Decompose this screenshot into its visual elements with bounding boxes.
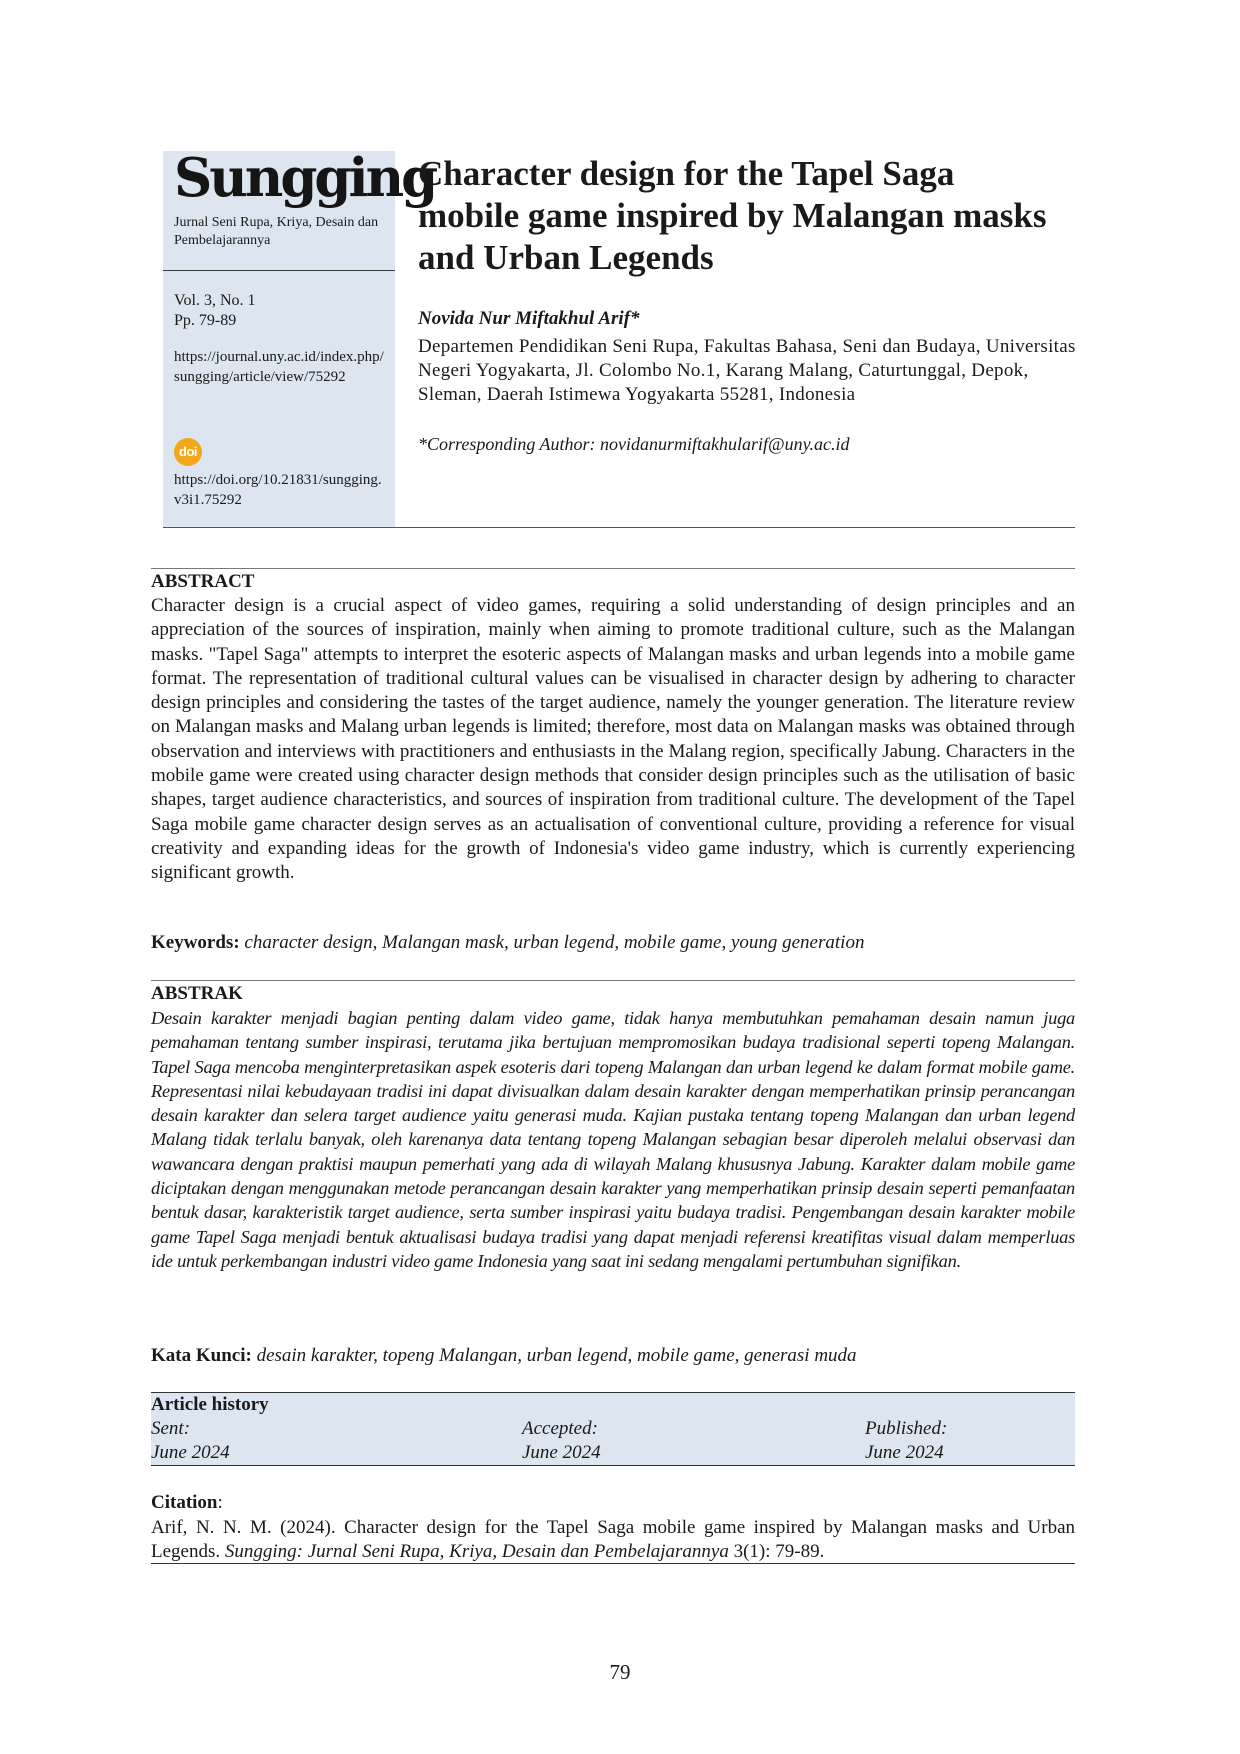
- citation-colon: :: [217, 1492, 223, 1513]
- abstrak-heading: ABSTRAK: [151, 983, 243, 1004]
- kata-kunci: [151, 1345, 857, 1367]
- citation-heading: [151, 1492, 223, 1514]
- doi-link[interactable]: https://doi.org/10.21831/sungging.v3i1.75292: [174, 472, 382, 508]
- citation-end: 3(1): 79-89.: [728, 1541, 825, 1563]
- doi-icon: doi: [174, 438, 202, 466]
- volume-info: Vol. 3, No. 1: [174, 292, 256, 309]
- citation-main: Arif, N. N. M. (2024). Character design for the Tapel Saga mobile game inspired by Malangan masks and Urban Legends.: [151, 1517, 1075, 1563]
- keywords: [151, 932, 864, 954]
- author-affiliation: Departemen Pendidikan Seni Rupa, Fakultas Bahasa, Seni dan Budaya, Universitas Negeri Yogyakarta, Jl. Colombo No.1, Karang Malang, Caturtunggal, Depok, Sleman, Daerah Istimewa Yogyakarta 55281, Indonesia: [418, 336, 1076, 405]
- citation-divider: [151, 1563, 1075, 1564]
- keywords-list: character design, Malangan mask, urban legend, mobile game, young generation: [244, 932, 865, 953]
- article-url-link[interactable]: https://journal.uny.ac.id/index.php/sungging/article/view/75292: [174, 349, 384, 385]
- citation-journal: Sungging: Jurnal Seni Rupa, Kriya, Desain dan Pembelajarannya: [224, 1541, 729, 1563]
- citation-text: [151, 1516, 1075, 1565]
- journal-logo: Sungging: [174, 147, 436, 209]
- sent-date: June 2024: [151, 1442, 230, 1463]
- keywords-label: Keywords:: [151, 932, 240, 953]
- article-history-heading: Article history: [151, 1394, 269, 1415]
- abstract-heading: ABSTRACT: [151, 571, 255, 592]
- abstract-text: Character design is a crucial aspect of video games, requiring a solid understanding of design principles and an appreciation of the sources of inspiration, mainly when aiming to promote traditional culture, such as the Malangan masks. "Tapel Saga" attempts to interpret the esoteric aspects of Malangan masks and urban legends into a mobile game format. The representation of traditional cultural values can be visualised in character design by adhering to character design principles and considering the tastes of the target audience, namely the younger generation. The literature review on Malangan masks and Malang urban legends is limited; therefore, most data on Malangan masks was obtained through observation and interviews with practitioners and enthusiasts in the Malang region, specifically Jabung. Characters in the mobile game were created using character design methods that consider design principles such as the utilisation of basic shapes, target audience characteristics, and sources of inspiration from traditional culture. The development of the Tapel Saga mobile game character design serves as an actualisation of conventional culture, providing a reference for visual creativity and expanding ideas for the growth of Indonesia's video game industry, which is currently experiencing significant growth.: [151, 595, 1075, 884]
- corresponding-author: *Corresponding Author: novidanurmiftakhularif@uny.ac.id: [418, 434, 850, 454]
- abstrak-text: Desain karakter menjadi bagian penting dalam video game, tidak hanya membutuhkan pemahaman desain namun juga pemahaman tentang sumber inspirasi, terutama jika bertujuan mempromosikan budaya tradisional seperti topeng Malangan. Tapel Saga mencoba menginterpretasikan aspek esoteris dari topeng Malangan dan urban legend ke dalam format mobile game. Representasi nilai kebudayaan tradisi ini dapat divisualkan dalam desain karakter dengan memperhatikan prinsip perancangan desain karakter dan selera target audience yaitu generasi muda. Kajian pustaka tentang topeng Malangan dan urban legend Malang tidak terlalu banyak, oleh karenanya data tentang topeng Malangan sebagian besar diperoleh melalui observasi dan wawancara dengan praktisi maupun pemerhati yang ada di wilayah Malang khususnya Jabung. Karakter dalam mobile game diciptakan dengan menggunakan metode perancangan desain karakter yang memperhatikan prinsip desain seperti pemanfaatan bentuk dasar, karakteristik target audience, serta sumber inspirasi yaitu budaya tradisi. Pengembangan desain karakter mobile game Tapel Saga menjadi bentuk aktualisasi budaya tradisi yang dapat menjadi referensi kreatifitas visual dalam memperluas ide untuk perkembangan industri video game Indonesia yang saat ini sedang mengalami pertumbuhan signifikan.: [151, 1008, 1075, 1271]
- published-date: June 2024: [865, 1442, 944, 1463]
- article-title: Character design for the Tapel Saga mobile game inspired by Malangan masks and Urban Legends: [418, 154, 1047, 277]
- citation-heading-text: Citation: [151, 1492, 218, 1513]
- panel-divider: [163, 270, 395, 271]
- header-divider: [163, 527, 1075, 528]
- published-label: Published:: [865, 1418, 948, 1439]
- sent-label: Sent:: [151, 1418, 191, 1439]
- author-name: Novida Nur Miftakhul Arif*: [418, 308, 640, 329]
- kata-kunci-label: Kata Kunci:: [151, 1345, 252, 1366]
- accepted-date: June 2024: [522, 1442, 601, 1463]
- page-number: 79: [609, 1660, 631, 1684]
- abstrak-divider: [151, 980, 1075, 981]
- kata-kunci-list: desain karakter, topeng Malangan, urban legend, mobile game, generasi muda: [256, 1345, 857, 1366]
- accepted-label: Accepted:: [522, 1418, 598, 1439]
- journal-subtitle: Jurnal Seni Rupa, Kriya, Desain dan Pembelajarannya: [174, 215, 379, 248]
- page-range: Pp. 79-89: [174, 312, 237, 329]
- abstract-divider: [151, 568, 1075, 569]
